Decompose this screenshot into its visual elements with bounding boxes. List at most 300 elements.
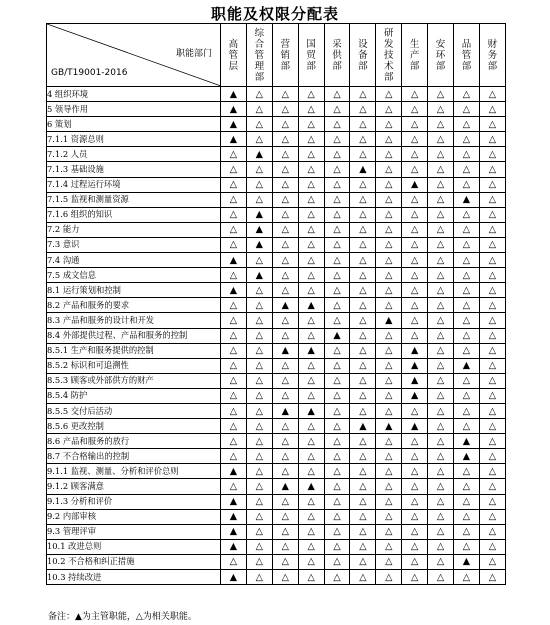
main-responsibility-mark: ▲ bbox=[454, 554, 480, 569]
related-responsibility-mark: △ bbox=[479, 358, 505, 373]
clause-label: 7.1.4 过程运行环境 bbox=[47, 177, 221, 192]
department-header bbox=[324, 24, 350, 87]
related-responsibility-mark: △ bbox=[479, 388, 505, 403]
related-responsibility-mark: △ bbox=[272, 570, 298, 585]
related-responsibility-mark: △ bbox=[221, 419, 247, 434]
related-responsibility-mark: △ bbox=[298, 87, 324, 102]
related-responsibility-mark: △ bbox=[479, 554, 505, 569]
related-responsibility-mark: △ bbox=[272, 177, 298, 192]
related-responsibility-mark: △ bbox=[298, 162, 324, 177]
related-responsibility-mark: △ bbox=[479, 509, 505, 524]
related-responsibility-mark: △ bbox=[454, 509, 480, 524]
related-responsibility-mark: △ bbox=[272, 87, 298, 102]
related-responsibility-mark: △ bbox=[221, 237, 247, 252]
related-responsibility-mark: △ bbox=[298, 283, 324, 298]
related-responsibility-mark: △ bbox=[350, 449, 376, 464]
main-responsibility-mark: ▲ bbox=[221, 524, 247, 539]
related-responsibility-mark: △ bbox=[428, 268, 454, 283]
related-responsibility-mark: △ bbox=[376, 403, 402, 418]
table-row bbox=[47, 313, 506, 328]
related-responsibility-mark: △ bbox=[324, 388, 350, 403]
related-responsibility-mark: △ bbox=[479, 87, 505, 102]
related-responsibility-mark: △ bbox=[272, 464, 298, 479]
related-responsibility-mark: △ bbox=[454, 570, 480, 585]
related-responsibility-mark: △ bbox=[246, 524, 272, 539]
related-responsibility-mark: △ bbox=[402, 237, 428, 252]
table-row bbox=[47, 479, 506, 494]
related-responsibility-mark: △ bbox=[298, 464, 324, 479]
related-responsibility-mark: △ bbox=[246, 419, 272, 434]
table-row bbox=[47, 570, 506, 585]
related-responsibility-mark: △ bbox=[402, 162, 428, 177]
department-header bbox=[350, 24, 376, 87]
table-row bbox=[47, 117, 506, 132]
main-responsibility-mark: ▲ bbox=[221, 283, 247, 298]
related-responsibility-mark: △ bbox=[350, 177, 376, 192]
related-responsibility-mark: △ bbox=[350, 403, 376, 418]
related-responsibility-mark: △ bbox=[454, 117, 480, 132]
main-responsibility-mark: ▲ bbox=[246, 222, 272, 237]
department-header bbox=[272, 24, 298, 87]
related-responsibility-mark: △ bbox=[298, 117, 324, 132]
related-responsibility-mark: △ bbox=[428, 87, 454, 102]
related-responsibility-mark: △ bbox=[376, 494, 402, 509]
related-responsibility-mark: △ bbox=[324, 358, 350, 373]
main-responsibility-mark: ▲ bbox=[272, 343, 298, 358]
related-responsibility-mark: △ bbox=[428, 509, 454, 524]
related-responsibility-mark: △ bbox=[402, 207, 428, 222]
clause-label: 8.7 不合格输出的控制 bbox=[47, 449, 221, 464]
related-responsibility-mark: △ bbox=[221, 177, 247, 192]
related-responsibility-mark: △ bbox=[454, 479, 480, 494]
related-responsibility-mark: △ bbox=[428, 117, 454, 132]
related-responsibility-mark: △ bbox=[298, 192, 324, 207]
related-responsibility-mark: △ bbox=[246, 449, 272, 464]
related-responsibility-mark: △ bbox=[246, 464, 272, 479]
main-responsibility-mark: ▲ bbox=[402, 177, 428, 192]
related-responsibility-mark: △ bbox=[272, 207, 298, 222]
department-name: 设备部 bbox=[358, 38, 368, 72]
related-responsibility-mark: △ bbox=[350, 494, 376, 509]
related-responsibility-mark: △ bbox=[376, 509, 402, 524]
department-header bbox=[479, 24, 505, 87]
related-responsibility-mark: △ bbox=[376, 328, 402, 343]
related-responsibility-mark: △ bbox=[428, 253, 454, 268]
related-responsibility-mark: △ bbox=[428, 449, 454, 464]
clause-label: 7.1.1 资源总则 bbox=[47, 132, 221, 147]
related-responsibility-mark: △ bbox=[272, 328, 298, 343]
related-responsibility-mark: △ bbox=[324, 132, 350, 147]
related-responsibility-mark: △ bbox=[324, 102, 350, 117]
main-responsibility-mark: ▲ bbox=[272, 403, 298, 418]
related-responsibility-mark: △ bbox=[324, 222, 350, 237]
related-responsibility-mark: △ bbox=[246, 358, 272, 373]
related-responsibility-mark: △ bbox=[479, 479, 505, 494]
related-responsibility-mark: △ bbox=[246, 509, 272, 524]
table-row bbox=[47, 162, 506, 177]
related-responsibility-mark: △ bbox=[454, 524, 480, 539]
table-row bbox=[47, 222, 506, 237]
related-responsibility-mark: △ bbox=[246, 177, 272, 192]
table-row bbox=[47, 298, 506, 313]
clause-rows bbox=[47, 87, 506, 585]
main-responsibility-mark: ▲ bbox=[221, 539, 247, 554]
table-row bbox=[47, 207, 506, 222]
department-axis-label: 职能部门 bbox=[175, 49, 212, 59]
related-responsibility-mark: △ bbox=[376, 524, 402, 539]
related-responsibility-mark: △ bbox=[272, 449, 298, 464]
related-responsibility-mark: △ bbox=[402, 494, 428, 509]
related-responsibility-mark: △ bbox=[221, 162, 247, 177]
related-responsibility-mark: △ bbox=[454, 298, 480, 313]
related-responsibility-mark: △ bbox=[350, 222, 376, 237]
related-responsibility-mark: △ bbox=[454, 373, 480, 388]
related-responsibility-mark: △ bbox=[376, 434, 402, 449]
related-responsibility-mark: △ bbox=[350, 192, 376, 207]
related-responsibility-mark: △ bbox=[428, 434, 454, 449]
related-responsibility-mark: △ bbox=[402, 313, 428, 328]
related-responsibility-mark: △ bbox=[428, 222, 454, 237]
related-responsibility-mark: △ bbox=[298, 524, 324, 539]
related-responsibility-mark: △ bbox=[298, 328, 324, 343]
department-name: 国贸部 bbox=[306, 38, 316, 72]
related-responsibility-mark: △ bbox=[428, 419, 454, 434]
related-responsibility-mark: △ bbox=[428, 464, 454, 479]
clause-label: 4 组织环境 bbox=[47, 87, 221, 102]
related-responsibility-mark: △ bbox=[402, 403, 428, 418]
table-row bbox=[47, 494, 506, 509]
table-row bbox=[47, 147, 506, 162]
related-responsibility-mark: △ bbox=[479, 449, 505, 464]
related-responsibility-mark: △ bbox=[428, 403, 454, 418]
related-responsibility-mark: △ bbox=[402, 539, 428, 554]
related-responsibility-mark: △ bbox=[376, 464, 402, 479]
related-responsibility-mark: △ bbox=[402, 192, 428, 207]
header-row bbox=[47, 24, 506, 87]
related-responsibility-mark: △ bbox=[272, 388, 298, 403]
related-responsibility-mark: △ bbox=[324, 494, 350, 509]
related-responsibility-mark: △ bbox=[479, 222, 505, 237]
department-name: 安环部 bbox=[435, 38, 446, 72]
related-responsibility-mark: △ bbox=[350, 388, 376, 403]
related-responsibility-mark: △ bbox=[221, 343, 247, 358]
main-responsibility-mark: ▲ bbox=[402, 373, 428, 388]
related-responsibility-mark: △ bbox=[428, 177, 454, 192]
department-name: 品管部 bbox=[461, 38, 472, 72]
related-responsibility-mark: △ bbox=[324, 207, 350, 222]
related-responsibility-mark: △ bbox=[350, 328, 376, 343]
related-responsibility-mark: △ bbox=[428, 343, 454, 358]
related-responsibility-mark: △ bbox=[324, 147, 350, 162]
table-row bbox=[47, 449, 506, 464]
clause-label: 6 策划 bbox=[47, 117, 221, 132]
related-responsibility-mark: △ bbox=[428, 539, 454, 554]
main-responsibility-mark: ▲ bbox=[298, 298, 324, 313]
related-responsibility-mark: △ bbox=[454, 268, 480, 283]
related-responsibility-mark: △ bbox=[272, 554, 298, 569]
main-responsibility-mark: ▲ bbox=[402, 343, 428, 358]
related-responsibility-mark: △ bbox=[246, 253, 272, 268]
related-responsibility-mark: △ bbox=[454, 132, 480, 147]
related-responsibility-mark: △ bbox=[298, 237, 324, 252]
table-row bbox=[47, 464, 506, 479]
related-responsibility-mark: △ bbox=[350, 509, 376, 524]
related-responsibility-mark: △ bbox=[298, 434, 324, 449]
related-responsibility-mark: △ bbox=[479, 343, 505, 358]
related-responsibility-mark: △ bbox=[324, 373, 350, 388]
main-responsibility-mark: ▲ bbox=[376, 313, 402, 328]
related-responsibility-mark: △ bbox=[376, 554, 402, 569]
related-responsibility-mark: △ bbox=[402, 268, 428, 283]
related-responsibility-mark: △ bbox=[479, 132, 505, 147]
related-responsibility-mark: △ bbox=[454, 147, 480, 162]
related-responsibility-mark: △ bbox=[298, 358, 324, 373]
related-responsibility-mark: △ bbox=[402, 449, 428, 464]
diagonal-header-cell bbox=[47, 24, 221, 87]
related-responsibility-mark: △ bbox=[402, 298, 428, 313]
table-row bbox=[47, 237, 506, 252]
related-responsibility-mark: △ bbox=[298, 268, 324, 283]
related-responsibility-mark: △ bbox=[350, 298, 376, 313]
related-responsibility-mark: △ bbox=[402, 524, 428, 539]
related-responsibility-mark: △ bbox=[428, 147, 454, 162]
related-responsibility-mark: △ bbox=[350, 102, 376, 117]
related-responsibility-mark: △ bbox=[246, 388, 272, 403]
related-responsibility-mark: △ bbox=[246, 162, 272, 177]
responsibility-matrix bbox=[46, 23, 506, 585]
related-responsibility-mark: △ bbox=[272, 509, 298, 524]
main-responsibility-mark: ▲ bbox=[221, 494, 247, 509]
related-responsibility-mark: △ bbox=[350, 434, 376, 449]
related-responsibility-mark: △ bbox=[272, 162, 298, 177]
main-responsibility-mark: ▲ bbox=[272, 479, 298, 494]
clause-label: 7.1.3 基础设施 bbox=[47, 162, 221, 177]
related-responsibility-mark: △ bbox=[324, 464, 350, 479]
related-responsibility-mark: △ bbox=[402, 253, 428, 268]
related-responsibility-mark: △ bbox=[298, 222, 324, 237]
clause-label: 10.1 改进总则 bbox=[47, 539, 221, 554]
department-header bbox=[298, 24, 324, 87]
related-responsibility-mark: △ bbox=[298, 102, 324, 117]
related-responsibility-mark: △ bbox=[376, 192, 402, 207]
related-responsibility-mark: △ bbox=[454, 222, 480, 237]
legend-note: 备注：▲为主管职能，△为相关职能。 bbox=[48, 612, 197, 622]
related-responsibility-mark: △ bbox=[350, 237, 376, 252]
related-responsibility-mark: △ bbox=[402, 509, 428, 524]
related-responsibility-mark: △ bbox=[324, 403, 350, 418]
related-responsibility-mark: △ bbox=[246, 403, 272, 418]
related-responsibility-mark: △ bbox=[324, 298, 350, 313]
related-responsibility-mark: △ bbox=[479, 298, 505, 313]
related-responsibility-mark: △ bbox=[479, 328, 505, 343]
related-responsibility-mark: △ bbox=[376, 87, 402, 102]
main-responsibility-mark: ▲ bbox=[246, 268, 272, 283]
related-responsibility-mark: △ bbox=[402, 283, 428, 298]
related-responsibility-mark: △ bbox=[376, 388, 402, 403]
department-header bbox=[428, 24, 454, 87]
related-responsibility-mark: △ bbox=[428, 237, 454, 252]
clause-label: 8.5.1 生产和服务提供的控制 bbox=[47, 343, 221, 358]
related-responsibility-mark: △ bbox=[324, 117, 350, 132]
table-row bbox=[47, 253, 506, 268]
related-responsibility-mark: △ bbox=[221, 313, 247, 328]
related-responsibility-mark: △ bbox=[221, 328, 247, 343]
related-responsibility-mark: △ bbox=[376, 268, 402, 283]
related-responsibility-mark: △ bbox=[479, 207, 505, 222]
main-responsibility-mark: ▲ bbox=[221, 117, 247, 132]
related-responsibility-mark: △ bbox=[376, 102, 402, 117]
related-responsibility-mark: △ bbox=[350, 358, 376, 373]
related-responsibility-mark: △ bbox=[272, 253, 298, 268]
related-responsibility-mark: △ bbox=[350, 343, 376, 358]
clause-label: 7.4 沟通 bbox=[47, 253, 221, 268]
related-responsibility-mark: △ bbox=[454, 102, 480, 117]
related-responsibility-mark: △ bbox=[298, 177, 324, 192]
related-responsibility-mark: △ bbox=[324, 253, 350, 268]
related-responsibility-mark: △ bbox=[376, 207, 402, 222]
related-responsibility-mark: △ bbox=[376, 132, 402, 147]
related-responsibility-mark: △ bbox=[402, 87, 428, 102]
related-responsibility-mark: △ bbox=[350, 268, 376, 283]
related-responsibility-mark: △ bbox=[350, 539, 376, 554]
department-name: 研发技术部 bbox=[384, 27, 394, 83]
related-responsibility-mark: △ bbox=[454, 162, 480, 177]
related-responsibility-mark: △ bbox=[428, 192, 454, 207]
related-responsibility-mark: △ bbox=[376, 147, 402, 162]
related-responsibility-mark: △ bbox=[272, 237, 298, 252]
related-responsibility-mark: △ bbox=[350, 570, 376, 585]
main-responsibility-mark: ▲ bbox=[221, 464, 247, 479]
related-responsibility-mark: △ bbox=[272, 419, 298, 434]
related-responsibility-mark: △ bbox=[221, 207, 247, 222]
related-responsibility-mark: △ bbox=[298, 253, 324, 268]
clause-label: 8.4 外部提供过程、产品和服务的控制 bbox=[47, 328, 221, 343]
table-row bbox=[47, 283, 506, 298]
related-responsibility-mark: △ bbox=[479, 419, 505, 434]
related-responsibility-mark: △ bbox=[479, 268, 505, 283]
main-responsibility-mark: ▲ bbox=[454, 449, 480, 464]
related-responsibility-mark: △ bbox=[246, 283, 272, 298]
related-responsibility-mark: △ bbox=[221, 147, 247, 162]
related-responsibility-mark: △ bbox=[324, 268, 350, 283]
related-responsibility-mark: △ bbox=[428, 313, 454, 328]
related-responsibility-mark: △ bbox=[479, 253, 505, 268]
related-responsibility-mark: △ bbox=[324, 449, 350, 464]
related-responsibility-mark: △ bbox=[402, 147, 428, 162]
related-responsibility-mark: △ bbox=[272, 102, 298, 117]
related-responsibility-mark: △ bbox=[428, 283, 454, 298]
related-responsibility-mark: △ bbox=[298, 313, 324, 328]
table-row bbox=[47, 419, 506, 434]
clause-label: 8.5.6 更改控制 bbox=[47, 419, 221, 434]
related-responsibility-mark: △ bbox=[402, 328, 428, 343]
related-responsibility-mark: △ bbox=[324, 479, 350, 494]
related-responsibility-mark: △ bbox=[298, 449, 324, 464]
related-responsibility-mark: △ bbox=[376, 479, 402, 494]
related-responsibility-mark: △ bbox=[454, 207, 480, 222]
related-responsibility-mark: △ bbox=[272, 268, 298, 283]
related-responsibility-mark: △ bbox=[298, 570, 324, 585]
related-responsibility-mark: △ bbox=[479, 147, 505, 162]
related-responsibility-mark: △ bbox=[479, 539, 505, 554]
related-responsibility-mark: △ bbox=[272, 283, 298, 298]
related-responsibility-mark: △ bbox=[428, 298, 454, 313]
related-responsibility-mark: △ bbox=[298, 132, 324, 147]
related-responsibility-mark: △ bbox=[272, 147, 298, 162]
related-responsibility-mark: △ bbox=[402, 554, 428, 569]
related-responsibility-mark: △ bbox=[324, 313, 350, 328]
department-header bbox=[246, 24, 272, 87]
related-responsibility-mark: △ bbox=[324, 554, 350, 569]
related-responsibility-mark: △ bbox=[298, 207, 324, 222]
related-responsibility-mark: △ bbox=[376, 177, 402, 192]
related-responsibility-mark: △ bbox=[376, 539, 402, 554]
table-row bbox=[47, 554, 506, 569]
related-responsibility-mark: △ bbox=[402, 479, 428, 494]
related-responsibility-mark: △ bbox=[324, 192, 350, 207]
related-responsibility-mark: △ bbox=[298, 388, 324, 403]
related-responsibility-mark: △ bbox=[272, 539, 298, 554]
related-responsibility-mark: △ bbox=[428, 132, 454, 147]
related-responsibility-mark: △ bbox=[454, 403, 480, 418]
related-responsibility-mark: △ bbox=[324, 509, 350, 524]
related-responsibility-mark: △ bbox=[350, 132, 376, 147]
table-row bbox=[47, 524, 506, 539]
related-responsibility-mark: △ bbox=[479, 373, 505, 388]
main-responsibility-mark: ▲ bbox=[221, 253, 247, 268]
related-responsibility-mark: △ bbox=[246, 570, 272, 585]
main-responsibility-mark: ▲ bbox=[402, 358, 428, 373]
main-responsibility-mark: ▲ bbox=[298, 479, 324, 494]
related-responsibility-mark: △ bbox=[376, 570, 402, 585]
related-responsibility-mark: △ bbox=[246, 479, 272, 494]
related-responsibility-mark: △ bbox=[479, 524, 505, 539]
clause-label: 9.1.2 顾客满意 bbox=[47, 479, 221, 494]
department-header bbox=[454, 24, 480, 87]
department-name: 综合管理部 bbox=[254, 27, 265, 83]
related-responsibility-mark: △ bbox=[246, 434, 272, 449]
clause-label: 5 领导作用 bbox=[47, 102, 221, 117]
main-responsibility-mark: ▲ bbox=[298, 343, 324, 358]
department-name: 财务部 bbox=[487, 38, 498, 72]
related-responsibility-mark: △ bbox=[350, 464, 376, 479]
related-responsibility-mark: △ bbox=[428, 524, 454, 539]
related-responsibility-mark: △ bbox=[454, 464, 480, 479]
related-responsibility-mark: △ bbox=[454, 177, 480, 192]
related-responsibility-mark: △ bbox=[298, 494, 324, 509]
related-responsibility-mark: △ bbox=[272, 358, 298, 373]
related-responsibility-mark: △ bbox=[324, 177, 350, 192]
related-responsibility-mark: △ bbox=[246, 343, 272, 358]
related-responsibility-mark: △ bbox=[272, 434, 298, 449]
related-responsibility-mark: △ bbox=[350, 524, 376, 539]
related-responsibility-mark: △ bbox=[428, 358, 454, 373]
related-responsibility-mark: △ bbox=[479, 177, 505, 192]
clause-label: 10.2 不合格和纠正措施 bbox=[47, 554, 221, 569]
related-responsibility-mark: △ bbox=[479, 162, 505, 177]
related-responsibility-mark: △ bbox=[428, 570, 454, 585]
related-responsibility-mark: △ bbox=[402, 464, 428, 479]
main-responsibility-mark: ▲ bbox=[246, 207, 272, 222]
related-responsibility-mark: △ bbox=[246, 298, 272, 313]
related-responsibility-mark: △ bbox=[479, 237, 505, 252]
clause-label: 7.5 成文信息 bbox=[47, 268, 221, 283]
related-responsibility-mark: △ bbox=[272, 494, 298, 509]
table-row bbox=[47, 87, 506, 102]
related-responsibility-mark: △ bbox=[479, 117, 505, 132]
main-responsibility-mark: ▲ bbox=[454, 192, 480, 207]
related-responsibility-mark: △ bbox=[428, 328, 454, 343]
